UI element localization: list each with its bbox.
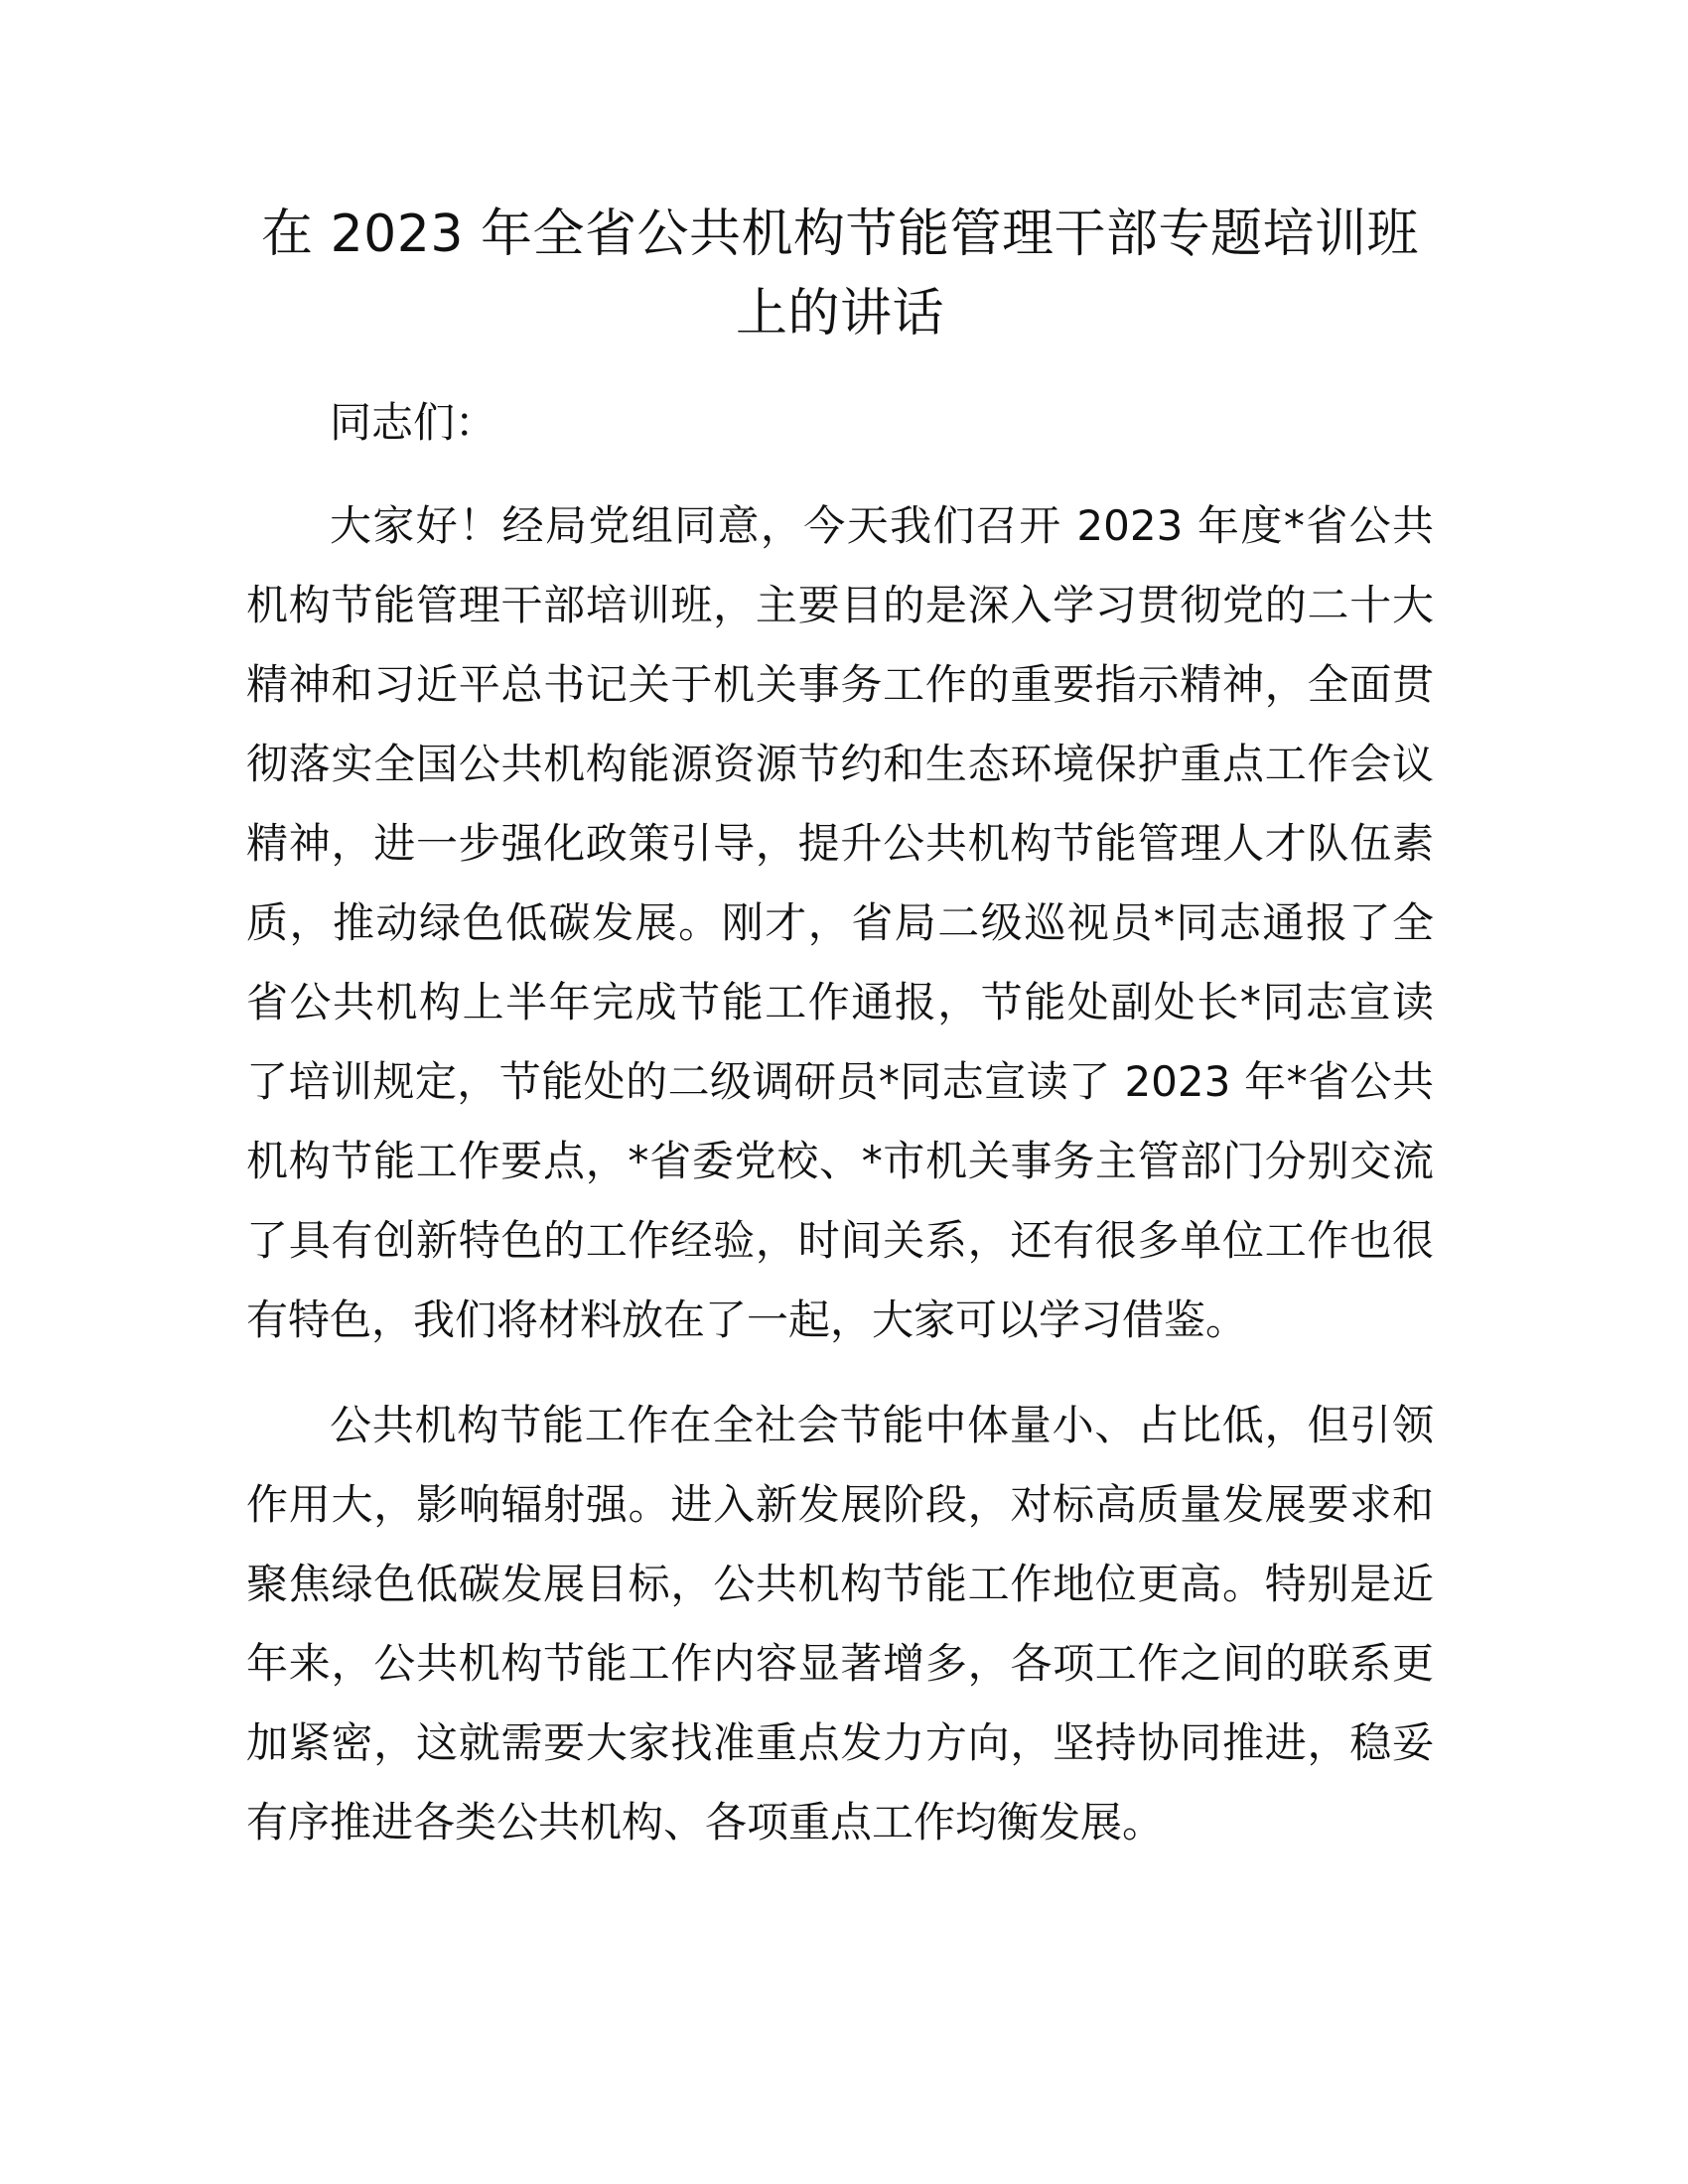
document-title: 在 2023 年全省公共机构节能管理干部专题培训班上的讲话 — [261, 205, 1419, 343]
paragraph-1: 大家好！经局党组同意，今天我们召开 2023 年度*省公共机构节能管理干部培训班，主要目的是深入学习贯彻党的二十大精神和习近平总书记关于机关事务工作的重要指示精神，全面贯彻落实全国公共机构能源资源节约和生态环境保护重点工作会议精神，进一步强化政策引导，提升公共机构节能管理人才队伍素质，推动绿色低碳发展。刚才，省局二级巡视员*同志通报了全省公共机构上半年完成节能工作通报，节能处副处长*同志宣读了培训规定，节能处的二级调研员*同志宣读了 2023 年*省公共机构节能工作要点，*省委党校、*市机关事务主管部门分别交流了具有创新特色的工作经验，时间关系，还有很多单位工作也很有特色，我们将材料放在了一起，大家可以学习借鉴。 — [246, 501, 1434, 1344]
document-body — [246, 195, 1434, 1862]
salutation: 同志们： — [330, 398, 497, 447]
paragraph-2: 公共机构节能工作在全社会节能中体量小、占比低，但引领作用大，影响辐射强。进入新发展阶段，对标高质量发展要求和聚焦绿色低碳发展目标，公共机构节能工作地位更高。特别是近年来，公共机构节能工作内容显著增多，各项工作之间的联系更加紧密，这就需要大家找准重点发力方向，坚持协同推进，稳妥有序推进各类公共机构、各项重点工作均衡发展。 — [246, 1401, 1434, 1846]
